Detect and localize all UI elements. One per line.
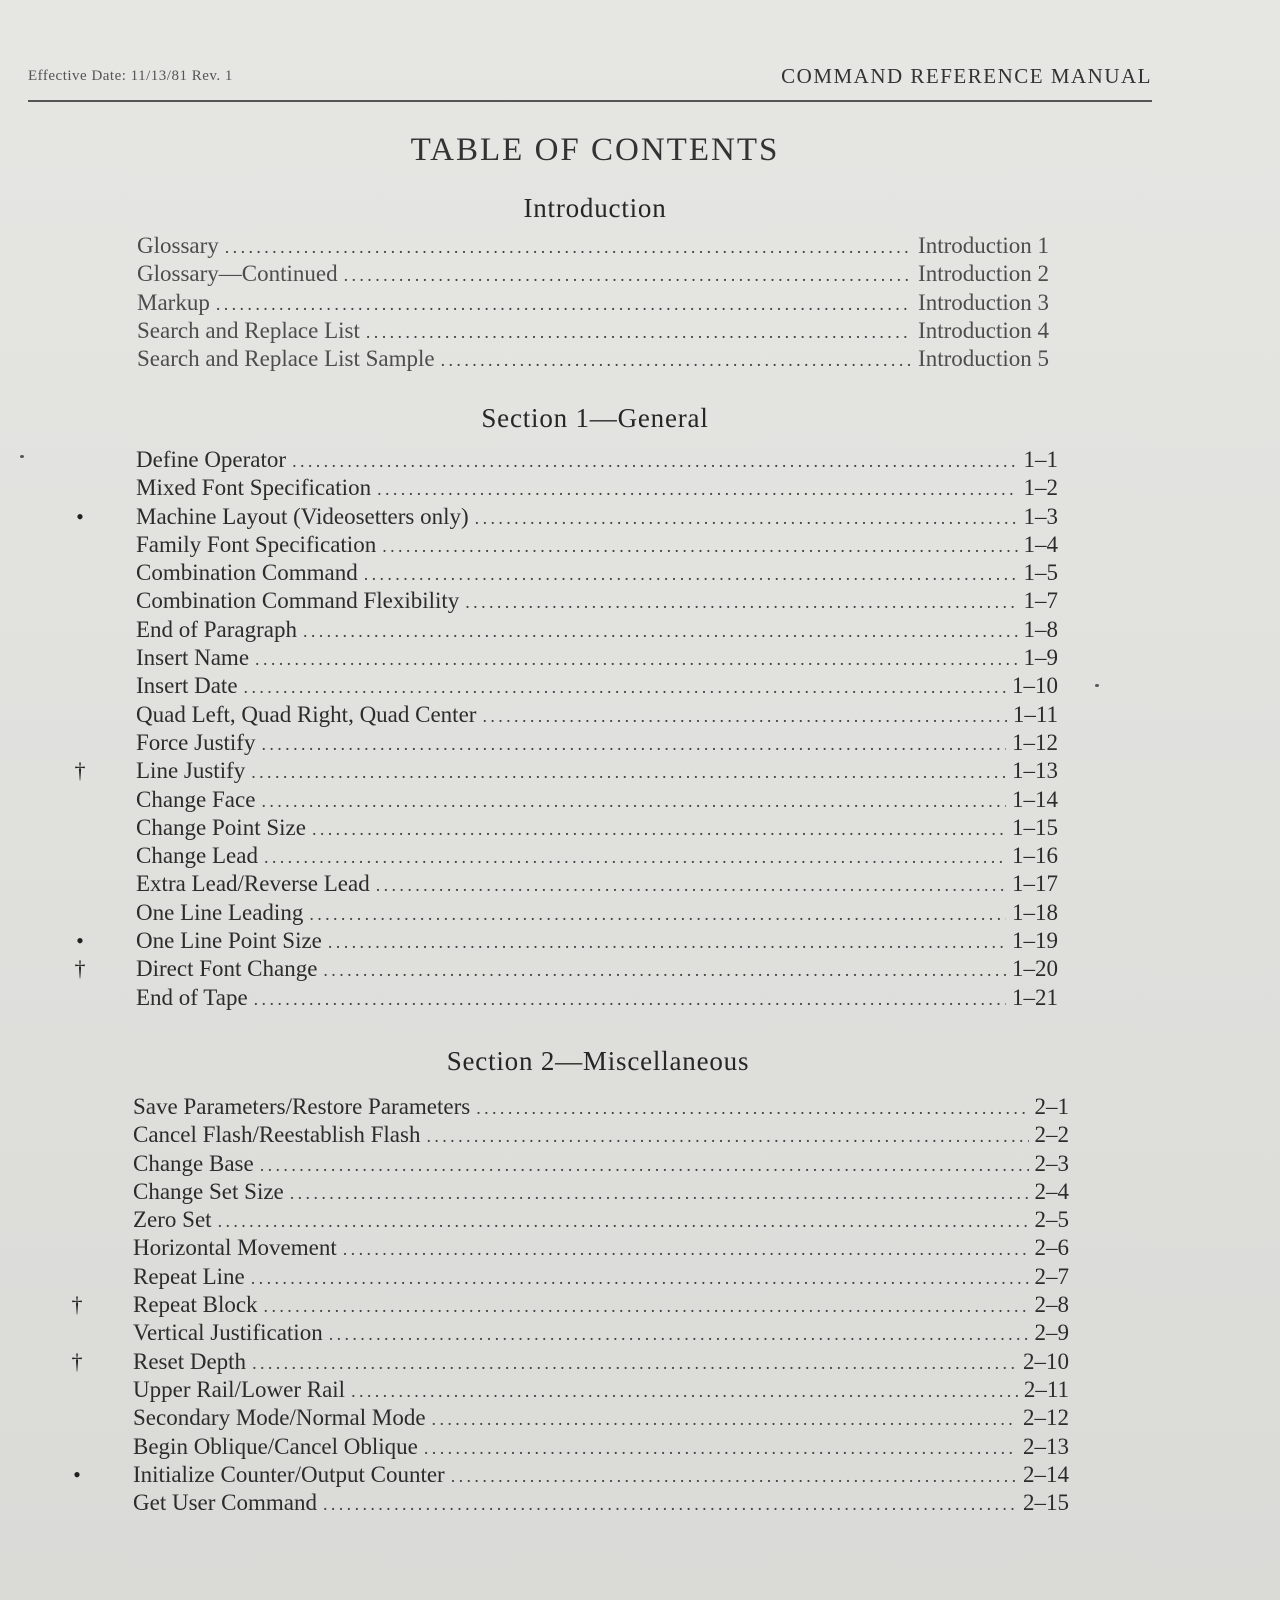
- dot-leader: [364, 560, 1018, 588]
- dot-leader: [475, 504, 1018, 532]
- dot-leader: [244, 673, 1006, 701]
- toc-entry-title: Force Justify: [136, 729, 256, 755]
- toc-entry: [76, 503, 1058, 531]
- toc-entry-title: Change Lead: [136, 843, 258, 869]
- toc-entry: [137, 232, 1049, 260]
- paper-speck: [1095, 684, 1099, 687]
- dagger-marker: †: [74, 758, 86, 784]
- effective-date-label: Effective Date: 11/13/81 Rev. 1: [28, 68, 233, 84]
- toc-entry-page-number: 1–20: [1012, 956, 1058, 982]
- toc-entry: [133, 1150, 1069, 1178]
- toc-entry: [74, 955, 1058, 983]
- dot-leader: [261, 787, 1006, 815]
- toc-entry-page-number: Introduction 1: [918, 233, 1049, 258]
- dot-leader: [251, 758, 1006, 786]
- toc-entry-title: End of Paragraph: [136, 616, 297, 642]
- toc-entry: [137, 345, 1049, 373]
- toc-entry-title: Define Operator: [136, 447, 287, 472]
- toc-entry-title: Mixed Font Specification: [136, 475, 372, 501]
- toc-entry-title: One Line Point Size: [136, 928, 322, 954]
- toc-entry-page-number: 2–1: [1034, 1094, 1069, 1119]
- toc-entry-title: Initialize Counter/Output Counter: [133, 1461, 445, 1487]
- toc-entry: [136, 786, 1058, 814]
- toc-entry-page-number: 2–12: [1023, 1405, 1069, 1431]
- toc-entry: [136, 842, 1058, 870]
- toc-entry: [133, 1206, 1069, 1234]
- toc-entry: [136, 559, 1058, 587]
- toc-entry: [133, 1319, 1069, 1347]
- toc-entry-page-number: 2–7: [1034, 1263, 1069, 1289]
- dot-leader: [323, 956, 1006, 984]
- dot-leader: [261, 730, 1006, 758]
- toc-entry-title: Extra Lead/Reverse Lead: [136, 871, 370, 897]
- dot-leader: [426, 1122, 1028, 1150]
- toc-entry: [71, 1348, 1069, 1376]
- toc-entry-title: Combination Command: [136, 560, 358, 586]
- dot-leader: [312, 815, 1006, 843]
- toc-entry-title: Change Set Size: [133, 1178, 284, 1204]
- running-header: [28, 62, 1152, 102]
- toc-entry: [136, 701, 1058, 729]
- dagger-marker: †: [71, 1348, 83, 1374]
- toc-entry-title: Change Face: [136, 786, 256, 812]
- toc-entry: [133, 1178, 1069, 1206]
- paper-speck: [20, 455, 24, 458]
- dot-leader: [451, 1462, 1017, 1490]
- toc-entry-page-number: 2–6: [1034, 1235, 1069, 1261]
- toc-entry-title: Markup: [137, 289, 210, 315]
- dot-leader: [366, 318, 912, 346]
- bullet-marker: •: [76, 503, 84, 529]
- toc-entry-title: Family Font Specification: [136, 531, 377, 557]
- toc-entry-title: Insert Name: [136, 645, 250, 671]
- toc-entry-page-number: 2–5: [1034, 1207, 1069, 1233]
- dot-leader: [264, 1292, 1029, 1320]
- toc-entry-title: Line Justify: [136, 758, 246, 784]
- toc-entry-page-number: 1–13: [1012, 758, 1058, 784]
- toc-entry-title: Insert Date: [136, 673, 238, 699]
- toc-entry: [137, 260, 1049, 288]
- dot-leader: [255, 645, 1017, 673]
- toc-entry-title: Upper Rail/Lower Rail: [133, 1376, 346, 1402]
- dot-leader: [465, 588, 1017, 616]
- dot-leader: [264, 843, 1006, 871]
- dot-leader: [351, 1377, 1018, 1405]
- page-title: TABLE OF CONTENTS: [410, 132, 780, 168]
- toc-entry: [73, 1461, 1069, 1489]
- toc-entry: [133, 1404, 1069, 1432]
- toc-entry-page-number: Introduction 3: [918, 289, 1049, 315]
- toc-entry: [136, 672, 1058, 700]
- toc-entry-page-number: 1–8: [1023, 616, 1058, 642]
- toc-entry-title: Begin Oblique/Cancel Oblique: [133, 1433, 418, 1459]
- toc-entry: [136, 587, 1058, 615]
- toc-entry-page-number: 1–16: [1012, 843, 1058, 869]
- toc-entry-page-number: 2–9: [1034, 1320, 1069, 1346]
- toc-entry-page-number: 1–18: [1012, 899, 1058, 925]
- dot-leader: [377, 475, 1017, 503]
- toc-entry-title: Glossary: [137, 233, 219, 258]
- toc-entry-page-number: 2–14: [1023, 1461, 1069, 1487]
- toc-entry-title: Repeat Block: [133, 1292, 258, 1318]
- dot-leader: [254, 985, 1006, 1013]
- toc-entry-title: Glossary—Continued: [137, 261, 338, 287]
- toc-entry-page-number: 1–11: [1012, 701, 1058, 727]
- dot-leader: [376, 871, 1006, 899]
- toc-entry-title: Cancel Flash/Reestablish Flash: [133, 1122, 421, 1148]
- toc-list-introduction: [137, 232, 1049, 373]
- bullet-marker: •: [73, 1461, 81, 1487]
- dot-leader: [251, 1264, 1029, 1292]
- dot-leader: [323, 1490, 1017, 1518]
- section-heading-miscellaneous: Section 2—Miscellaneous: [446, 1046, 750, 1076]
- toc-entry: [71, 1291, 1069, 1319]
- toc-entry-page-number: 1–14: [1012, 786, 1058, 812]
- toc-entry-page-number: 1–12: [1012, 729, 1058, 755]
- toc-entry-page-number: 2–10: [1023, 1348, 1069, 1374]
- toc-entry-title: Search and Replace List Sample: [137, 346, 435, 372]
- toc-entry-title: Save Parameters/Restore Parameters: [133, 1094, 471, 1119]
- dot-leader: [328, 928, 1006, 956]
- dot-leader: [476, 1094, 1028, 1122]
- bullet-marker: •: [76, 928, 84, 954]
- toc-entry-page-number: 2–3: [1034, 1150, 1069, 1176]
- toc-entry-page-number: 1–15: [1012, 814, 1058, 840]
- toc-entry-page-number: Introduction 4: [918, 317, 1049, 343]
- toc-entry: [133, 1263, 1069, 1291]
- toc-entry: [133, 1376, 1069, 1404]
- toc-entry: [133, 1433, 1069, 1461]
- dot-leader: [441, 346, 912, 374]
- toc-entry-title: Horizontal Movement: [133, 1235, 337, 1261]
- dot-leader: [382, 532, 1017, 560]
- section-heading-general: Section 1—General: [481, 403, 709, 433]
- dot-leader: [260, 1151, 1029, 1179]
- toc-entry-page-number: Introduction 2: [918, 261, 1049, 287]
- toc-entry-page-number: 1–7: [1023, 588, 1058, 614]
- toc-list-general: [74, 446, 1058, 1012]
- toc-entry: [136, 899, 1058, 927]
- toc-entry-page-number: 1–9: [1023, 645, 1058, 671]
- toc-entry-page-number: 2–8: [1034, 1292, 1069, 1318]
- toc-entry: [76, 927, 1058, 955]
- toc-entry-page-number: 2–11: [1023, 1376, 1069, 1402]
- toc-entry-page-number: 1–17: [1012, 871, 1058, 897]
- toc-entry-title: Combination Command Flexibility: [136, 588, 460, 614]
- toc-entry-page-number: 1–3: [1023, 503, 1058, 529]
- toc-entry-title: Secondary Mode/Normal Mode: [133, 1405, 426, 1431]
- toc-entry-title: Search and Replace List: [137, 317, 360, 343]
- toc-entry: [133, 1234, 1069, 1262]
- toc-list-miscellaneous: [71, 1093, 1069, 1517]
- dot-leader: [329, 1320, 1029, 1348]
- dot-leader: [292, 447, 1017, 475]
- toc-entry-page-number: 1–19: [1012, 928, 1058, 954]
- toc-entry-title: One Line Leading: [136, 899, 304, 925]
- dot-leader: [225, 233, 912, 261]
- toc-entry: [137, 289, 1049, 317]
- toc-entry-page-number: 1–4: [1023, 531, 1058, 557]
- toc-entry: [136, 984, 1058, 1012]
- toc-entry: [137, 317, 1049, 345]
- toc-entry: [136, 814, 1058, 842]
- toc-entry-title: Quad Left, Quad Right, Quad Center: [136, 701, 477, 727]
- toc-entry-title: Machine Layout (Videosetters only): [136, 503, 469, 529]
- toc-entry: [133, 1093, 1069, 1121]
- toc-entry: [133, 1489, 1069, 1517]
- toc-entry-page-number: 1–2: [1023, 475, 1058, 501]
- toc-entry: [133, 1121, 1069, 1149]
- dot-leader: [303, 617, 1018, 645]
- toc-entry-page-number: 2–4: [1034, 1178, 1069, 1204]
- dagger-marker: †: [74, 956, 86, 982]
- toc-entry-title: Direct Font Change: [136, 956, 318, 982]
- dot-leader: [216, 290, 912, 318]
- dot-leader: [424, 1434, 1017, 1462]
- toc-entry-title: Get User Command: [133, 1490, 317, 1516]
- dot-leader: [432, 1405, 1017, 1433]
- toc-entry: [136, 531, 1058, 559]
- toc-entry-title: Change Point Size: [136, 814, 306, 840]
- toc-entry-page-number: 2–15: [1023, 1490, 1069, 1516]
- section-heading-introduction: Introduction: [523, 193, 667, 223]
- toc-entry-page-number: 1–10: [1012, 673, 1058, 699]
- manual-title: COMMAND REFERENCE MANUAL: [781, 64, 1152, 88]
- toc-entry: [74, 757, 1058, 785]
- toc-entry-page-number: 1–5: [1023, 560, 1058, 586]
- dot-leader: [290, 1179, 1029, 1207]
- toc-entry: [136, 644, 1058, 672]
- toc-entry-page-number: Introduction 5: [918, 346, 1049, 372]
- dot-leader: [344, 261, 912, 289]
- toc-entry-page-number: 1–21: [1012, 984, 1058, 1010]
- toc-entry-page-number: 2–2: [1034, 1122, 1069, 1148]
- toc-entry-page-number: 2–13: [1023, 1433, 1069, 1459]
- dagger-marker: †: [71, 1292, 83, 1318]
- dot-leader: [343, 1235, 1029, 1263]
- toc-entry: [136, 870, 1058, 898]
- toc-entry: [136, 474, 1058, 502]
- toc-entry-title: Vertical Justification: [133, 1320, 323, 1346]
- toc-entry-title: Repeat Line: [133, 1263, 245, 1289]
- toc-entry: [136, 729, 1058, 757]
- toc-entry-title: Reset Depth: [133, 1348, 247, 1374]
- toc-entry: [136, 616, 1058, 644]
- toc-entry-page-number: 1–1: [1023, 447, 1058, 472]
- toc-entry-title: End of Tape: [136, 984, 248, 1010]
- dot-leader: [252, 1349, 1017, 1377]
- toc-entry-title: Change Base: [133, 1150, 254, 1176]
- toc-entry-title: Zero Set: [133, 1207, 212, 1233]
- dot-leader: [309, 900, 1006, 928]
- toc-entry: [136, 446, 1058, 474]
- dot-leader: [482, 702, 1006, 730]
- dot-leader: [218, 1207, 1029, 1235]
